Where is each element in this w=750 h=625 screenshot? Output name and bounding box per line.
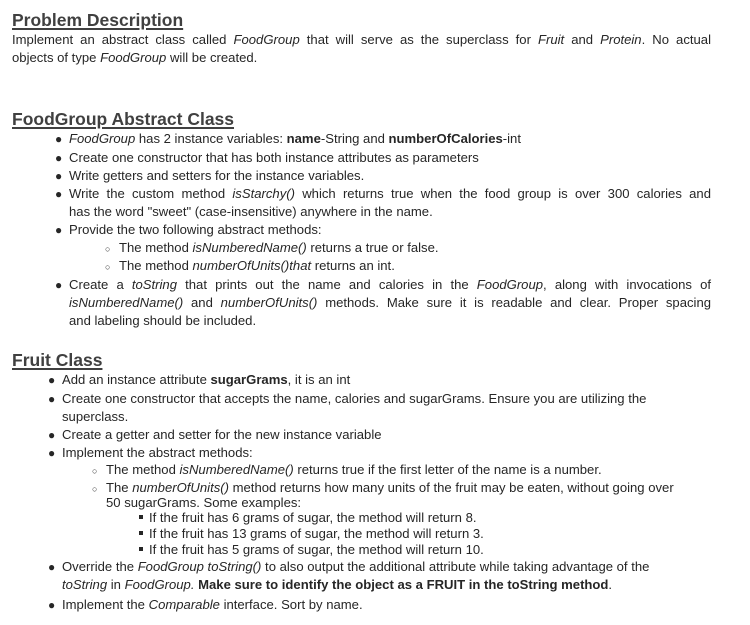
fruit-heading: Fruit Class [12, 350, 103, 370]
fruit-item-implement-abstract: Implement the abstract methods: [62, 445, 253, 460]
fruit-item-override-tostring: Override the FoodGroup toString() to also output the additional attribute while taking advantage of the [62, 559, 650, 574]
fruit-item-comparable: Implement the Comparable interface. Sort by name. [62, 597, 363, 612]
foodgroup-subitem-isnumberedname: The method isNumberedName() returns a true or false. [119, 240, 439, 255]
sub-bullet-icon: ○ [105, 262, 111, 272]
bullet-icon: ● [55, 187, 63, 201]
bullet-icon: ● [48, 428, 56, 442]
fruit-item-override-tostring-cont: toString in FoodGroup. Make sure to identify the object as a FRUIT in the toString method. [62, 577, 613, 592]
foodgroup-item-abstract-methods: Provide the two following abstract methods: [69, 222, 322, 237]
problem-line-2: objects of type FoodGroup will be created. [12, 50, 258, 65]
problem-line-1: Implement an abstract class called FoodGroup that will serve as the superclass for Fruit and Protein. No actual [12, 32, 711, 47]
foodgroup-item-isstarchy-cont: has the word "sweet" (case-insensitive) anywhere in the name. [69, 204, 433, 219]
problem-heading: Problem Description [12, 10, 184, 30]
foodgroup-item-tostring: Create a toString that prints out the name and calories in the FoodGroup, along with invocations of [69, 277, 711, 292]
bullet-icon: ● [48, 446, 56, 460]
foodgroup-subitem-numberofunits: The method numberOfUnits()that returns an int. [119, 258, 395, 273]
foodgroup-item-isstarchy: Write the custom method isStarchy() which returns true when the food group is over 300 calories and [69, 186, 711, 201]
fruit-item-getter-setter: Create a getter and setter for the new instance variable [62, 427, 382, 442]
bullet-icon: ● [55, 132, 63, 146]
bullet-icon: ● [48, 392, 56, 406]
foodgroup-item-instance-vars: FoodGroup has 2 instance variables: name-String and numberOfCalories-int [69, 131, 521, 146]
fruit-example-1: If the fruit has 6 grams of sugar, the method will return 8. [149, 510, 477, 525]
bullet-icon: ● [55, 223, 63, 237]
sub-bullet-icon: ○ [92, 466, 98, 476]
sub-bullet-icon: ○ [105, 244, 111, 254]
fruit-item-sugargrams: Add an instance attribute sugarGrams, it is an int [62, 372, 351, 387]
square-bullet-icon [139, 547, 143, 551]
square-bullet-icon [139, 515, 143, 519]
sub-bullet-icon: ○ [92, 484, 98, 494]
bullet-icon: ● [55, 278, 63, 292]
foodgroup-heading: FoodGroup Abstract Class [12, 109, 235, 129]
fruit-example-3: If the fruit has 5 grams of sugar, the method will return 10. [149, 542, 484, 557]
bullet-icon: ● [55, 169, 63, 183]
fruit-subitem-numberofunits-cont: 50 sugarGrams. Some examples: [106, 495, 302, 510]
foodgroup-item-tostring-cont-2: and labeling should be included. [69, 313, 257, 328]
bullet-icon: ● [48, 373, 56, 387]
fruit-subitem-isnumberedname: The method isNumberedName() returns true if the first letter of the name is a number. [106, 462, 602, 477]
foodgroup-item-getters-setters: Write getters and setters for the instance variables. [69, 168, 365, 183]
fruit-example-2: If the fruit has 13 grams of sugar, the method will return 3. [149, 526, 484, 541]
bullet-icon: ● [48, 560, 56, 574]
fruit-item-constructor: Create one constructor that accepts the name, calories and sugarGrams. Ensure you are utilizing the [62, 391, 647, 406]
fruit-item-constructor-cont: superclass. [62, 409, 129, 424]
square-bullet-icon [139, 531, 143, 535]
bullet-icon: ● [55, 151, 63, 165]
foodgroup-item-constructor: Create one constructor that has both instance attributes as parameters [69, 150, 479, 165]
foodgroup-item-tostring-cont: isNumberedName() and numberOfUnits() methods. Make sure it is readable and clear. Proper spacing [69, 295, 712, 310]
bullet-icon: ● [48, 598, 56, 612]
fruit-subitem-numberofunits: The numberOfUnits() method returns how many units of the fruit may be eaten, without going over [106, 480, 674, 495]
